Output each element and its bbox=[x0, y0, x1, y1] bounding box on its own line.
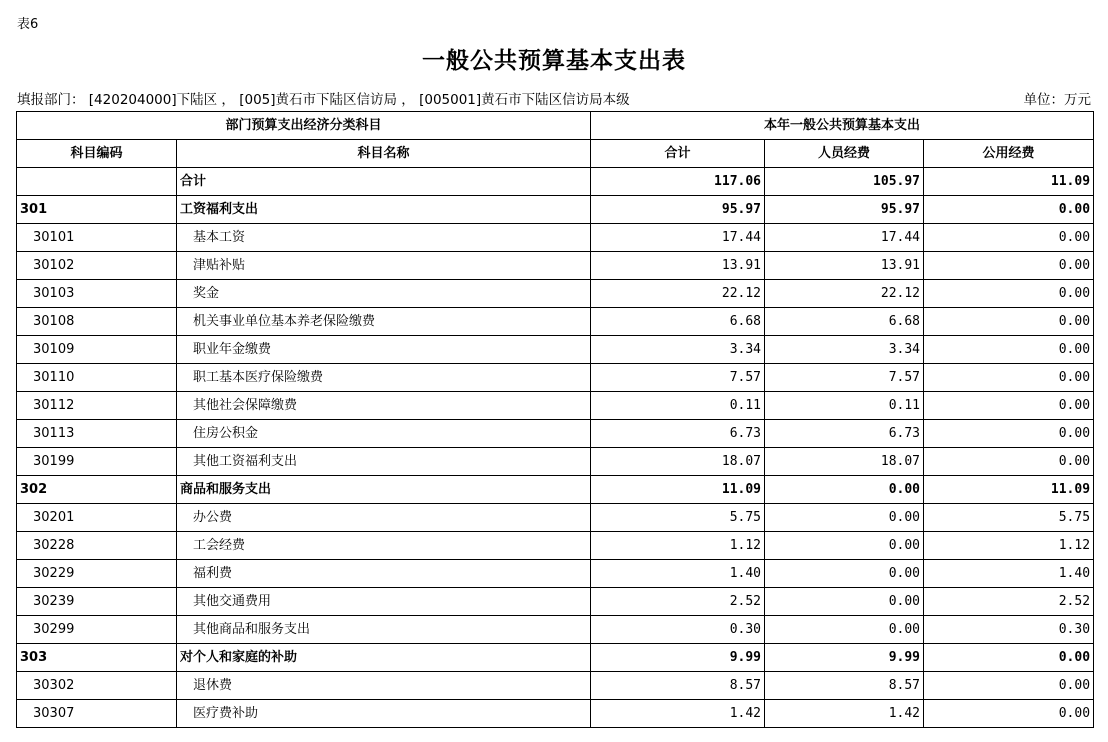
table-row bbox=[17, 532, 1094, 560]
personnel-amount: 0.00 bbox=[765, 560, 924, 588]
public-amount: 0.30 bbox=[924, 616, 1094, 644]
subject-code: 30110 bbox=[17, 364, 177, 392]
total-amount: 18.07 bbox=[591, 448, 765, 476]
header-column-row bbox=[17, 140, 1094, 168]
total-amount: 5.75 bbox=[591, 504, 765, 532]
subject-name: 职业年金缴费 bbox=[177, 336, 591, 364]
table-row bbox=[17, 308, 1094, 336]
personnel-amount: 22.12 bbox=[765, 280, 924, 308]
subject-code: 30113 bbox=[17, 420, 177, 448]
subject-code: 30239 bbox=[17, 588, 177, 616]
public-amount: 0.00 bbox=[924, 700, 1094, 728]
reporting-department: 填报部门： [420204000]下陆区 ， [005]黄石市下陆区信访局 ， [005001]黄石市下陆区信访局本级 bbox=[17, 92, 630, 108]
table-body bbox=[17, 168, 1094, 728]
subject-code: 30302 bbox=[17, 672, 177, 700]
total-amount: 11.09 bbox=[591, 476, 765, 504]
table-row bbox=[17, 196, 1094, 224]
public-amount: 0.00 bbox=[924, 392, 1094, 420]
subject-name: 机关事业单位基本养老保险缴费 bbox=[177, 308, 591, 336]
public-amount: 5.75 bbox=[924, 504, 1094, 532]
personnel-amount: 9.99 bbox=[765, 644, 924, 672]
subject-code: 302 bbox=[17, 476, 177, 504]
table-row bbox=[17, 364, 1094, 392]
total-amount: 9.99 bbox=[591, 644, 765, 672]
personnel-amount: 0.00 bbox=[765, 616, 924, 644]
budget-expenditure-table bbox=[16, 111, 1094, 728]
public-amount: 11.09 bbox=[924, 168, 1094, 196]
table-row bbox=[17, 644, 1094, 672]
header-group-row bbox=[17, 112, 1094, 140]
subject-name: 退休费 bbox=[177, 672, 591, 700]
header-economic-classification: 部门预算支出经济分类科目 bbox=[17, 112, 591, 140]
subject-code: 30307 bbox=[17, 700, 177, 728]
table-row bbox=[17, 252, 1094, 280]
public-amount: 0.00 bbox=[924, 252, 1094, 280]
public-amount: 0.00 bbox=[924, 196, 1094, 224]
personnel-amount: 1.42 bbox=[765, 700, 924, 728]
total-amount: 1.42 bbox=[591, 700, 765, 728]
public-amount: 1.40 bbox=[924, 560, 1094, 588]
total-amount: 7.57 bbox=[591, 364, 765, 392]
subject-name: 医疗费补助 bbox=[177, 700, 591, 728]
personnel-amount: 0.11 bbox=[765, 392, 924, 420]
public-amount: 0.00 bbox=[924, 672, 1094, 700]
personnel-amount: 0.00 bbox=[765, 504, 924, 532]
total-amount: 13.91 bbox=[591, 252, 765, 280]
total-amount: 17.44 bbox=[591, 224, 765, 252]
total-amount: 95.97 bbox=[591, 196, 765, 224]
subject-code: 30229 bbox=[17, 560, 177, 588]
personnel-amount: 13.91 bbox=[765, 252, 924, 280]
subject-code: 30101 bbox=[17, 224, 177, 252]
personnel-amount: 3.34 bbox=[765, 336, 924, 364]
subject-name: 其他交通费用 bbox=[177, 588, 591, 616]
subject-name: 商品和服务支出 bbox=[177, 476, 591, 504]
table-row bbox=[17, 420, 1094, 448]
personnel-amount: 6.73 bbox=[765, 420, 924, 448]
public-amount: 1.12 bbox=[924, 532, 1094, 560]
public-amount: 0.00 bbox=[924, 224, 1094, 252]
personnel-amount: 0.00 bbox=[765, 588, 924, 616]
header-name: 科目名称 bbox=[177, 140, 591, 168]
subject-code: 30102 bbox=[17, 252, 177, 280]
personnel-amount: 0.00 bbox=[765, 476, 924, 504]
subject-code: 301 bbox=[17, 196, 177, 224]
subject-name: 工会经费 bbox=[177, 532, 591, 560]
subject-name: 基本工资 bbox=[177, 224, 591, 252]
header-code: 科目编码 bbox=[17, 140, 177, 168]
subject-name: 办公费 bbox=[177, 504, 591, 532]
public-amount: 0.00 bbox=[924, 336, 1094, 364]
total-amount: 8.57 bbox=[591, 672, 765, 700]
subject-name: 津贴补贴 bbox=[177, 252, 591, 280]
subject-name: 其他商品和服务支出 bbox=[177, 616, 591, 644]
table-number: 表6 bbox=[17, 17, 39, 32]
public-amount: 0.00 bbox=[924, 420, 1094, 448]
subject-name: 对个人和家庭的补助 bbox=[177, 644, 591, 672]
subject-code: 30108 bbox=[17, 308, 177, 336]
public-amount: 0.00 bbox=[924, 308, 1094, 336]
table-row bbox=[17, 336, 1094, 364]
public-amount: 0.00 bbox=[924, 644, 1094, 672]
subject-name: 合计 bbox=[177, 168, 591, 196]
total-amount: 22.12 bbox=[591, 280, 765, 308]
unit-label: 单位：万元 bbox=[1023, 92, 1091, 108]
subject-name: 工资福利支出 bbox=[177, 196, 591, 224]
subject-code: 303 bbox=[17, 644, 177, 672]
total-amount: 3.34 bbox=[591, 336, 765, 364]
public-amount: 0.00 bbox=[924, 280, 1094, 308]
personnel-amount: 7.57 bbox=[765, 364, 924, 392]
subject-code: 30103 bbox=[17, 280, 177, 308]
total-amount: 6.68 bbox=[591, 308, 765, 336]
total-amount: 117.06 bbox=[591, 168, 765, 196]
table-row bbox=[17, 700, 1094, 728]
table-row bbox=[17, 588, 1094, 616]
personnel-amount: 18.07 bbox=[765, 448, 924, 476]
total-amount: 1.12 bbox=[591, 532, 765, 560]
personnel-amount: 17.44 bbox=[765, 224, 924, 252]
total-amount: 0.11 bbox=[591, 392, 765, 420]
subject-name: 其他工资福利支出 bbox=[177, 448, 591, 476]
subject-name: 福利费 bbox=[177, 560, 591, 588]
report-info-line bbox=[17, 88, 1091, 106]
public-amount: 11.09 bbox=[924, 476, 1094, 504]
public-amount: 2.52 bbox=[924, 588, 1094, 616]
table-row bbox=[17, 448, 1094, 476]
subject-code: 30299 bbox=[17, 616, 177, 644]
subject-code bbox=[17, 168, 177, 196]
subject-code: 30201 bbox=[17, 504, 177, 532]
subject-name: 其他社会保障缴费 bbox=[177, 392, 591, 420]
table-row bbox=[17, 476, 1094, 504]
page-title: 一般公共预算基本支出表 bbox=[422, 47, 686, 74]
subject-name: 奖金 bbox=[177, 280, 591, 308]
header-total: 合计 bbox=[591, 140, 765, 168]
table-row bbox=[17, 392, 1094, 420]
personnel-amount: 6.68 bbox=[765, 308, 924, 336]
total-amount: 2.52 bbox=[591, 588, 765, 616]
total-amount: 1.40 bbox=[591, 560, 765, 588]
personnel-amount: 95.97 bbox=[765, 196, 924, 224]
header-basic-expenditure: 本年一般公共预算基本支出 bbox=[591, 112, 1094, 140]
personnel-amount: 105.97 bbox=[765, 168, 924, 196]
table-row bbox=[17, 224, 1094, 252]
subject-name: 住房公积金 bbox=[177, 420, 591, 448]
personnel-amount: 8.57 bbox=[765, 672, 924, 700]
subject-code: 30228 bbox=[17, 532, 177, 560]
subject-code: 30112 bbox=[17, 392, 177, 420]
subject-code: 30109 bbox=[17, 336, 177, 364]
header-public: 公用经费 bbox=[924, 140, 1094, 168]
personnel-amount: 0.00 bbox=[765, 532, 924, 560]
table-row bbox=[17, 672, 1094, 700]
table-row bbox=[17, 168, 1094, 196]
public-amount: 0.00 bbox=[924, 364, 1094, 392]
table-row bbox=[17, 504, 1094, 532]
total-amount: 0.30 bbox=[591, 616, 765, 644]
header-personnel: 人员经费 bbox=[765, 140, 924, 168]
table-row bbox=[17, 616, 1094, 644]
public-amount: 0.00 bbox=[924, 448, 1094, 476]
subject-code: 30199 bbox=[17, 448, 177, 476]
table-row bbox=[17, 280, 1094, 308]
table-row bbox=[17, 560, 1094, 588]
subject-name: 职工基本医疗保险缴费 bbox=[177, 364, 591, 392]
total-amount: 6.73 bbox=[591, 420, 765, 448]
